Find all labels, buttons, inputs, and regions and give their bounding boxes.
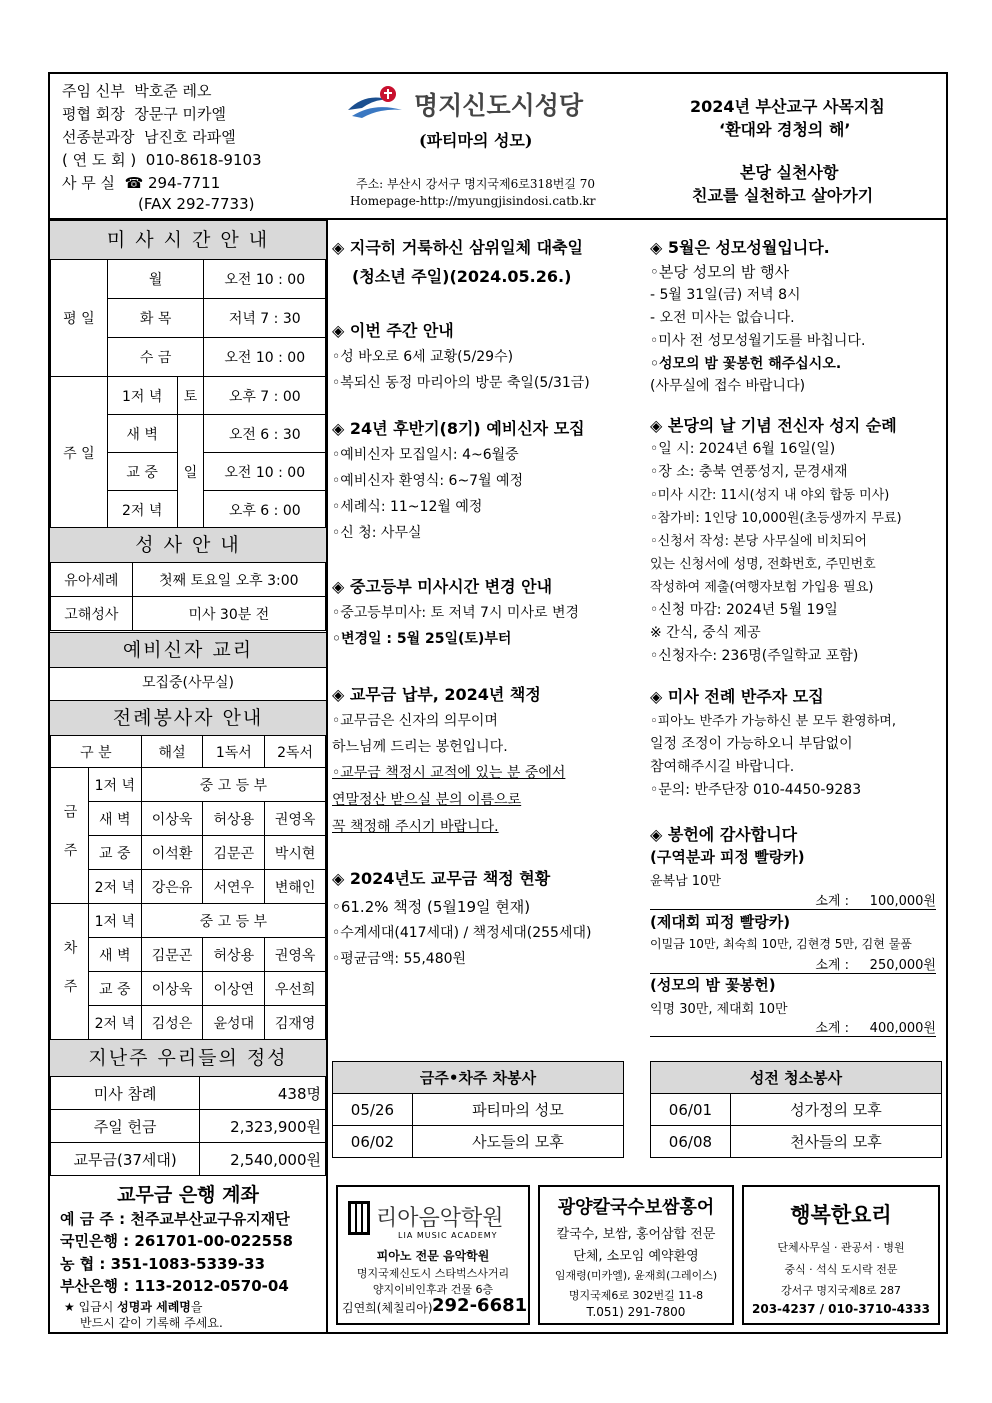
list-item: - 5월 31일(금) 저녁 8시 — [650, 287, 801, 303]
list-item: ◦변경일 : 5월 25일(토)부터 — [332, 631, 512, 647]
list-item: 꼭 책정해 주시기 바랍니다. — [332, 819, 499, 835]
mass-times-table — [50, 259, 326, 529]
weekly-guide-heading: ◈ 이번 주간 안내 — [332, 321, 454, 340]
server-mass: 새 벽 — [88, 802, 141, 836]
ad-phone: T.051) 291-7800 — [586, 1305, 686, 1319]
ad-line: 양지이비인후과 건물 6층 — [372, 1283, 494, 1296]
server-mass: 새 벽 — [88, 938, 141, 972]
service-date: 06/02 — [333, 1126, 413, 1158]
mass-name: 1저 녁 — [107, 377, 177, 415]
ad-english-name: LIA MUSIC ACADEMY — [398, 1231, 498, 1240]
ad-line: 단체, 소모임 예약환영 — [573, 1249, 699, 1264]
ad-line: 명지국제6로 302번길 11-8 — [568, 1289, 704, 1302]
sacrament-name: 유아세례 — [51, 563, 133, 597]
ad-name: 리아음악학원 — [376, 1206, 504, 1231]
dues-heading: ◈ 교무금 납부, 2024년 책정 — [332, 685, 541, 704]
ad-music-academy — [336, 1185, 530, 1325]
gift-subtotal: 소계 : 400,000원 — [650, 1017, 936, 1037]
gift-subtotal: 소계 : 100,000원 — [650, 890, 936, 910]
list-item: ◦신청자수: 236명(주일학교 포함) — [650, 648, 859, 664]
servers-title: 전례봉사자 안내 — [50, 700, 326, 736]
list-item: ◦61.2% 책정 (5월19일 현재) — [332, 898, 531, 916]
sunday-label: 주 일 — [51, 377, 108, 529]
gift-title: (성모의 밤 꽃봉헌) — [650, 976, 776, 994]
ad-line: 단체사무실 · 관공서 · 병원 — [777, 1241, 905, 1254]
sacrament-name: 고해성사 — [51, 597, 133, 631]
list-item: ◦수계세대(417세대) / 책정세대(255세대) — [332, 925, 592, 941]
server-reader1: 윤성대 — [203, 1006, 265, 1040]
service-group: 사도들의 모후 — [412, 1126, 623, 1158]
gift-title: (제대회 피정 빨랑카) — [650, 913, 791, 931]
servers-header: 구 분 — [51, 736, 142, 768]
ad-phone: 292-6681 — [432, 1295, 528, 1316]
server-reader2: 권영옥 — [265, 802, 326, 836]
pastoral-theme: ‘환대와 경청의 해’ — [719, 120, 851, 139]
server-reader1: 허상용 — [203, 938, 265, 972]
vehicle-service-title: 금주•차주 차봉사 — [333, 1062, 624, 1094]
ad-line: 칼국수, 보쌈, 홍어삼합 전문 — [556, 1227, 716, 1242]
mass-times-title: 미 사 시 간 안 내 — [50, 220, 326, 260]
bank-account: 국민은행 : 261701-00-022558 — [60, 1232, 293, 1250]
list-item: 참여해주시길 바랍니다. — [650, 759, 795, 775]
ad-contact: 김연희(체칠리아) — [342, 1301, 433, 1315]
list-item: ◦신청서 작성: 본당 사무실에 비치되어 — [650, 534, 867, 549]
sacrament-value: 첫째 토요일 오후 3:00 — [132, 563, 325, 597]
list-item: 연말정산 받으실 분의 이름으로 — [332, 792, 522, 808]
list-item: ◦복되신 동정 마리아의 방문 축일(5/31금) — [332, 375, 590, 391]
gift-subtotal: 소계 : 250,000원 — [650, 954, 936, 974]
bank-note: 반드시 같이 기록해 주세요. — [80, 1316, 223, 1330]
mass-time: 오전 10 : 00 — [204, 260, 326, 299]
gift-title: (구역분과 피정 빨랑카) — [650, 848, 805, 866]
list-item: ◦미사 전 성모성월기도를 바칩니다. — [650, 333, 866, 349]
server-group: 중 고 등 부 — [141, 768, 325, 802]
server-mass: 2저 녁 — [88, 870, 141, 904]
list-item: ◦문의: 반주단장 010-4450-9283 — [650, 782, 862, 798]
server-reader2: 권영옥 — [265, 938, 326, 972]
offering-value: 438명 — [200, 1077, 326, 1110]
service-group: 파티마의 성모 — [412, 1094, 623, 1126]
practice-text: 친교를 실천하고 살아가기 — [692, 186, 874, 205]
catechumen-value: 모집중(사무실) — [141, 675, 235, 691]
cleaning-service-title: 성전 청소봉사 — [651, 1062, 942, 1094]
server-commentator: 김문곤 — [141, 938, 203, 972]
list-item: ※ 간식, 중식 제공 — [650, 625, 761, 641]
list-item: (사무실에 접수 바랍니다) — [650, 378, 806, 394]
server-reader1: 허상용 — [203, 802, 265, 836]
mass-time: 오후 6 : 00 — [204, 491, 326, 529]
list-item: ◦예비신자 환영식: 6~7월 예정 — [332, 473, 524, 489]
this-week-label: 금 주 — [51, 768, 89, 904]
bank-note: ★ 입금시 성명과 세례명을 — [64, 1300, 203, 1314]
gift-line: 이밀금 10만, 최숙희 10만, 김현경 5만, 김현 물품 — [650, 937, 912, 951]
youth-mass-heading: ◈ 중고등부 미사시간 변경 안내 — [332, 577, 553, 596]
gift-line: 익명 30만, 제대회 10만 — [650, 1002, 788, 1017]
mass-time: 저녁 7 : 30 — [204, 299, 326, 338]
list-item: ◦신청 마감: 2024년 5월 19일 — [650, 602, 838, 618]
list-item: ◦본당 성모의 밤 행사 — [650, 263, 790, 281]
server-group: 중 고 등 부 — [141, 904, 325, 938]
sacraments-table — [50, 562, 326, 631]
next-week-label: 차 주 — [51, 904, 89, 1040]
staff-row: 주임 신부 박호준 레오 — [62, 82, 212, 100]
left-column-divider — [326, 218, 328, 1334]
mass-day: 수 금 — [107, 338, 204, 377]
accompanist-heading: ◈ 미사 전례 반주자 모집 — [650, 687, 824, 706]
homepage-link[interactable]: Homepage-http://myungjisindosi.catb.kr — [350, 194, 596, 208]
staff-row: 선종분과장 남진호 라파엘 — [62, 128, 236, 146]
mass-day: 월 — [107, 260, 204, 299]
server-mass: 2저 녁 — [88, 1006, 141, 1040]
list-item: ◦세례식: 11~12월 예정 — [332, 499, 483, 515]
cleaning-service-table — [650, 1061, 942, 1158]
dues-status-heading: ◈ 2024년도 교무금 책정 현황 — [332, 869, 551, 888]
service-group: 천사들의 모후 — [730, 1126, 941, 1158]
catechumen-recruit-heading: ◈ 24년 후반기(8기) 예비신자 모집 — [332, 419, 585, 438]
list-item: ◦피아노 반주가 가능하신 분 모두 환영하며, — [650, 714, 896, 729]
list-item: ◦성 바오로 6세 교황(5/29수) — [332, 349, 514, 365]
list-item: ◦성모의 밤 꽃봉헌 해주십시오. — [650, 356, 842, 372]
server-mass: 1저 녁 — [88, 768, 141, 802]
bank-account: 예 금 주 : 천주교부산교구유지재단 — [60, 1210, 290, 1228]
offering-value: 2,540,000원 — [200, 1143, 326, 1176]
server-reader2: 김재영 — [265, 1006, 326, 1040]
ad-phone: 203-4237 / 010-3710-4333 — [752, 1302, 930, 1316]
server-reader1: 이상연 — [203, 972, 265, 1006]
list-item: - 오전 미사는 없습니다. — [650, 310, 795, 326]
mass-time: 오전 10 : 00 — [204, 338, 326, 377]
server-reader2: 변해인 — [265, 870, 326, 904]
mass-name: 2저 녁 — [107, 491, 177, 529]
list-item: ◦미사 시간: 11시(성지 내 야외 합동 미사) — [650, 488, 890, 503]
address: 주소: 부산시 강서구 명지국제6로318번길 70 — [356, 177, 595, 191]
staff-row: 사 무 실 ☎ 294-7711 — [62, 174, 221, 192]
list-item: ◦중고등부미사: 토 저녁 7시 미사로 변경 — [332, 605, 579, 621]
sacrament-value: 미사 30분 전 — [132, 597, 325, 631]
offering-name: 교무금(37세대) — [51, 1143, 200, 1176]
list-item: ◦일 시: 2024년 6월 16일(일) — [650, 441, 836, 457]
ad-line: 강서구 명지국제8로 287 — [781, 1284, 901, 1297]
piano-icon — [348, 1201, 370, 1235]
list-item: 작성하여 제출(여행자보험 가입용 필요) — [650, 580, 874, 595]
offering-name: 주일 헌금 — [51, 1110, 200, 1143]
weekday-label: 평 일 — [51, 260, 108, 377]
practice-title: 본당 실천사항 — [740, 163, 839, 182]
staff-row: 평협 회장 장문구 미카엘 — [62, 105, 226, 123]
bank-account: 농 협 : 351-1083-5339-33 — [60, 1255, 266, 1273]
list-item: 일정 조정이 가능하오니 부담없이 — [650, 736, 853, 752]
youth-sunday-subheading: (청소년 주일)(2024.05.26.) — [352, 267, 572, 286]
sacraments-title: 성 사 안 내 — [50, 527, 326, 563]
list-item: ◦예비신자 모집일시: 4~6월중 — [332, 447, 519, 463]
staff-row: ( 연 도 회 ) 010-8618-9103 — [62, 151, 262, 169]
service-date: 06/08 — [651, 1126, 731, 1158]
servers-header: 2독서 — [265, 736, 326, 768]
saturday-label: 토 — [177, 377, 204, 415]
list-item: ◦교무금은 신자의 의무이며 — [332, 713, 498, 729]
servers-table — [50, 735, 326, 1040]
mass-time: 오전 6 : 30 — [204, 415, 326, 453]
sunday-day-label: 일 — [177, 415, 204, 529]
vehicle-service-table — [332, 1061, 624, 1158]
offerings-title: 지난주 우리들의 정성 — [50, 1039, 326, 1077]
trinity-feast-heading: ◈ 지극히 거룩하신 삼위일체 대축일 — [332, 238, 583, 257]
server-commentator: 이상욱 — [141, 802, 203, 836]
parish-logo — [346, 84, 410, 124]
bank-title: 교무금 은행 계좌 — [117, 1184, 259, 1206]
list-item: ◦평균금액: 55,480원 — [332, 951, 467, 967]
server-commentator: 이상욱 — [141, 972, 203, 1006]
server-mass: 교 중 — [88, 972, 141, 1006]
server-commentator: 이석환 — [141, 836, 203, 870]
server-commentator: 김성은 — [141, 1006, 203, 1040]
server-reader2: 박시현 — [265, 836, 326, 870]
server-commentator: 강은유 — [141, 870, 203, 904]
bank-account: 부산은행 : 113-2012-0570-04 — [60, 1277, 289, 1295]
gift-line: 윤복남 10만 — [650, 874, 721, 889]
server-mass: 교 중 — [88, 836, 141, 870]
ad-line: 임재령(미카엘), 윤재희(그레이스) — [554, 1269, 718, 1282]
server-mass: 1저 녁 — [88, 904, 141, 938]
catechumen-title: 예비신자 교리 — [50, 632, 326, 668]
offering-name: 미사 참례 — [51, 1077, 200, 1110]
server-reader1: 서연우 — [203, 870, 265, 904]
ad-line: 피아노 전문 음악학원 — [376, 1249, 490, 1263]
service-group: 성가정의 모후 — [730, 1094, 941, 1126]
list-item: 있는 신청서에 성명, 전화번호, 주민번호 — [650, 557, 876, 572]
list-item: ◦참가비: 1인당 10,000원(초등생까지 무료) — [650, 511, 902, 526]
mass-day: 화 목 — [107, 299, 204, 338]
server-reader2: 우선희 — [265, 972, 326, 1006]
list-item: ◦교무금 책정시 교적에 있는 분 중에서 — [332, 765, 566, 781]
list-item: ◦신 청: 사무실 — [332, 525, 422, 541]
service-date: 05/26 — [333, 1094, 413, 1126]
pastoral-title: 2024년 부산교구 사목지침 — [690, 97, 885, 116]
mass-name: 새 벽 — [107, 415, 177, 453]
fax: (FAX 292-7733) — [138, 195, 255, 213]
ad-restaurant-gwangyang — [538, 1185, 734, 1325]
servers-header: 1독서 — [203, 736, 265, 768]
offering-value: 2,323,900원 — [200, 1110, 326, 1143]
patron-name: (파티마의 성모) — [419, 131, 533, 150]
list-item: ◦장 소: 충북 연풍성지, 문경새재 — [650, 464, 848, 480]
offerings-table — [50, 1076, 326, 1176]
service-date: 06/01 — [651, 1094, 731, 1126]
ad-name: 행복한요리 — [790, 1203, 892, 1227]
ad-line: 중식 · 석식 도시락 전문 — [784, 1263, 898, 1276]
pilgrimage-heading: ◈ 본당의 날 기념 전신자 성지 순례 — [650, 416, 897, 435]
list-item: 하느님께 드리는 봉헌입니다. — [332, 739, 508, 755]
may-heading: ◈ 5월은 성모성월입니다. — [650, 238, 830, 257]
server-reader1: 김문곤 — [203, 836, 265, 870]
servers-header: 해설 — [141, 736, 203, 768]
parish-name: 명지신도시성당 — [414, 91, 584, 120]
ad-name: 광양칼국수보쌈홍어 — [557, 1197, 715, 1218]
ad-line: 명지국제신도시 스타벅스사거리 — [356, 1267, 510, 1280]
mass-time: 오후 7 : 00 — [204, 377, 326, 415]
mass-name: 교 중 — [107, 453, 177, 491]
mass-time: 오전 10 : 00 — [204, 453, 326, 491]
thanks-heading: ◈ 봉헌에 감사합니다 — [650, 825, 798, 844]
ad-happy-cooking — [742, 1185, 940, 1325]
